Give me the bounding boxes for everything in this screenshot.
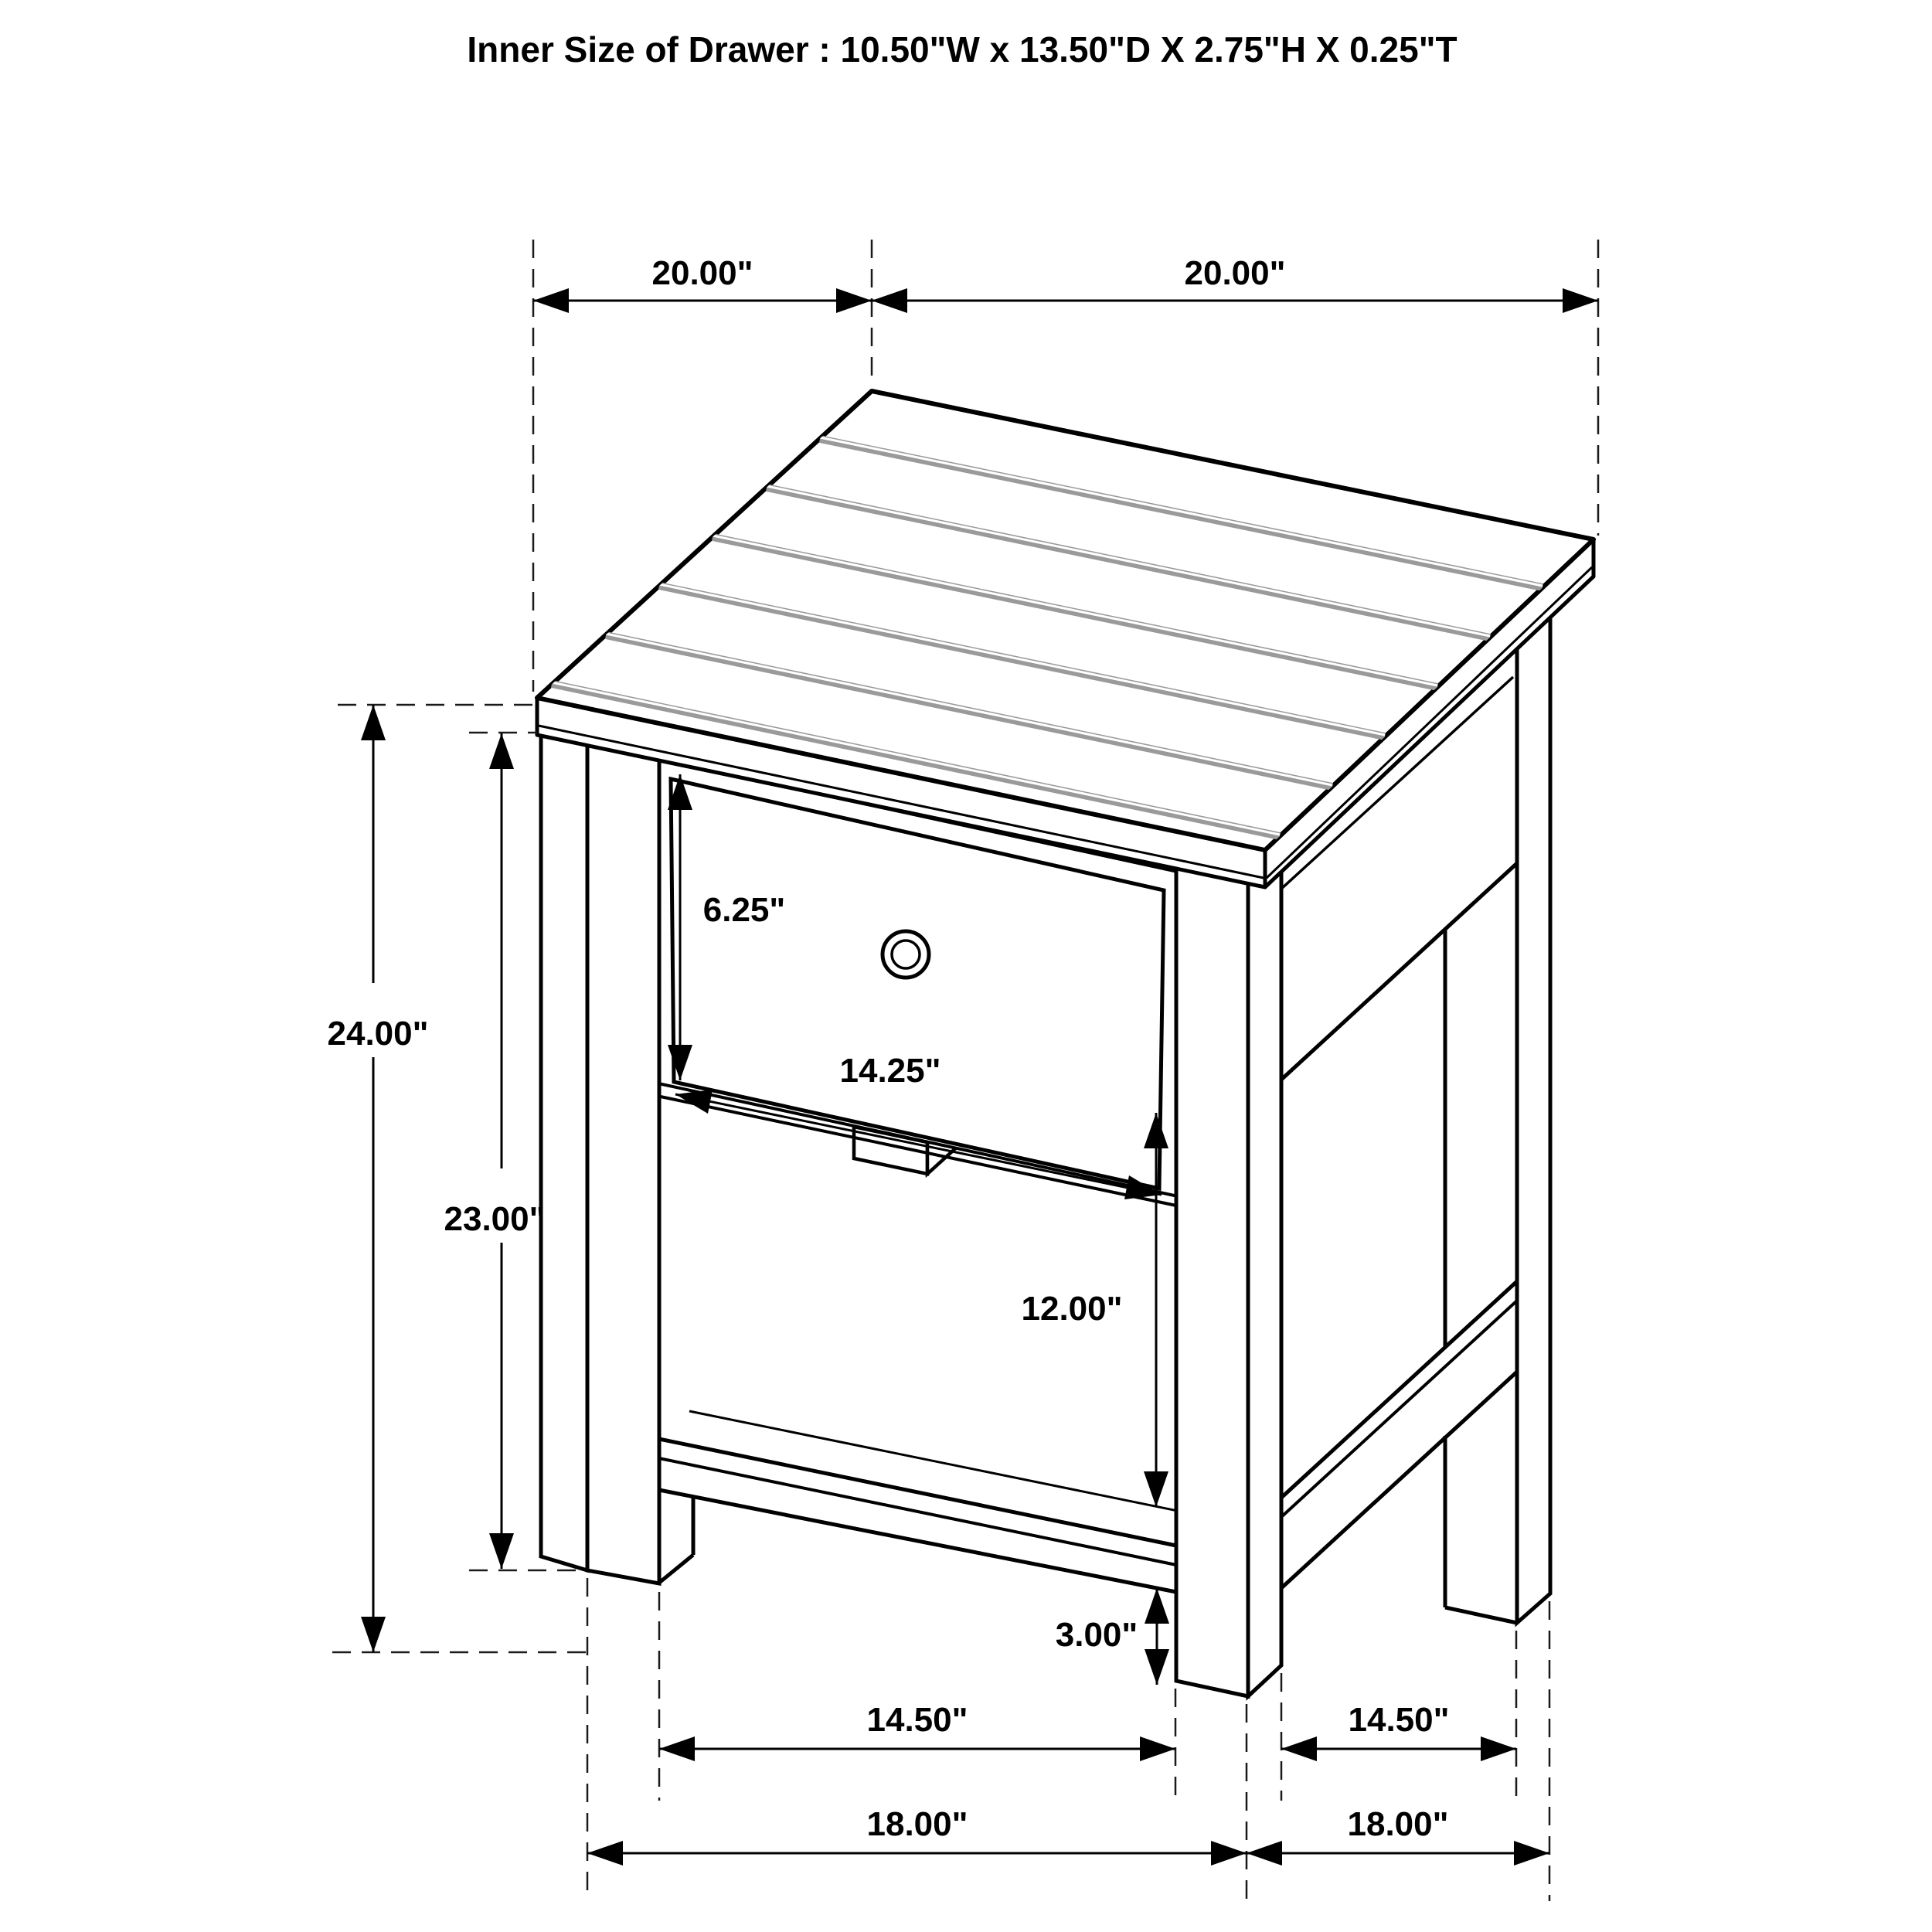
- arrowhead-right-icon: [1514, 1841, 1549, 1866]
- dimension-label: 14.50": [866, 1701, 968, 1739]
- apron-bottom-edge: [1281, 863, 1517, 1080]
- front-leg: [1176, 867, 1281, 1696]
- dimension-label: 18.00": [866, 1805, 968, 1843]
- arrowhead-right-icon: [1481, 1736, 1516, 1761]
- arrowhead-down-icon: [489, 1533, 514, 1569]
- front-shelf-band: [659, 1411, 1204, 1592]
- side-stretcher-edge: [659, 1555, 693, 1583]
- dim-top-width: [533, 254, 872, 313]
- dim-height-under-top: [444, 733, 546, 1569]
- dim-side-outer-depth: [1247, 1805, 1549, 1866]
- arrowhead-left-icon: [533, 288, 569, 313]
- dimension-label: 24.00": [327, 1015, 429, 1053]
- shelf-bottom-edge: [1281, 1372, 1517, 1588]
- leg-side-face: [1248, 869, 1281, 1696]
- shelf-bottom-edge: [659, 1490, 1176, 1592]
- dimension-label: 18.00": [1347, 1805, 1449, 1843]
- leg-outer-face: [1517, 616, 1550, 1623]
- arrowhead-up-icon: [1145, 1588, 1169, 1624]
- dim-top-depth: [872, 254, 1598, 313]
- shelf-top-edge: [1281, 1281, 1517, 1498]
- shelf-rear-edge: [689, 1411, 1204, 1516]
- arrowhead-down-icon: [1144, 1471, 1168, 1507]
- leg-front-face: [587, 744, 659, 1583]
- right-side-shelf-band: [1281, 1281, 1517, 1588]
- dimension-label: 20.00": [1184, 254, 1286, 292]
- leg-outer-face: [541, 735, 587, 1570]
- arrowhead-right-icon: [836, 288, 872, 313]
- leg-bottom-edge: [1445, 1607, 1517, 1623]
- dim-front-leg-spacing: [659, 1701, 1175, 1761]
- arrowhead-down-icon: [1145, 1649, 1169, 1685]
- arrowhead-left-icon: [1247, 1841, 1282, 1866]
- arrowhead-left-icon: [1281, 1736, 1317, 1761]
- page-title: Inner Size of Drawer : 10.50"W x 13.50"D X 2.75"H X 0.25"T: [467, 29, 1458, 70]
- table-drawing: [537, 391, 1594, 1696]
- arrowhead-left-icon: [659, 1736, 695, 1761]
- arrowhead-right-icon: [1140, 1736, 1175, 1761]
- dimension-label: 23.00": [444, 1200, 546, 1238]
- arrowhead-right-icon: [1211, 1841, 1247, 1866]
- shelf-surface-edge: [1281, 1301, 1517, 1517]
- dimension-label: 3.00": [1055, 1616, 1138, 1654]
- dimension-label: 14.25": [839, 1052, 941, 1090]
- arrowhead-up-icon: [489, 733, 514, 769]
- dimension-label: 14.50": [1348, 1701, 1450, 1739]
- arrowhead-down-icon: [361, 1617, 386, 1652]
- dimension-label: 20.00": [651, 254, 753, 292]
- dim-side-leg-spacing: [1281, 1701, 1516, 1761]
- right-rear-leg: [1445, 616, 1550, 1623]
- dimension-label: 12.00": [1021, 1290, 1123, 1328]
- shelf-top-edge: [659, 1439, 1176, 1546]
- shelf-surface-edge: [659, 1458, 1176, 1565]
- arrowhead-left-icon: [587, 1841, 623, 1866]
- arrowhead-left-icon: [872, 288, 907, 313]
- dim-floor-clearance: [1056, 1588, 1169, 1685]
- arrowhead-right-icon: [1563, 288, 1598, 313]
- left-leg: [541, 735, 659, 1583]
- leg-front-face: [1176, 867, 1248, 1696]
- dim-front-outer-width: [587, 1805, 1247, 1866]
- arrowhead-up-icon: [361, 705, 386, 740]
- dimension-label: 6.25": [702, 891, 786, 929]
- dim-overall-height: [328, 705, 429, 1652]
